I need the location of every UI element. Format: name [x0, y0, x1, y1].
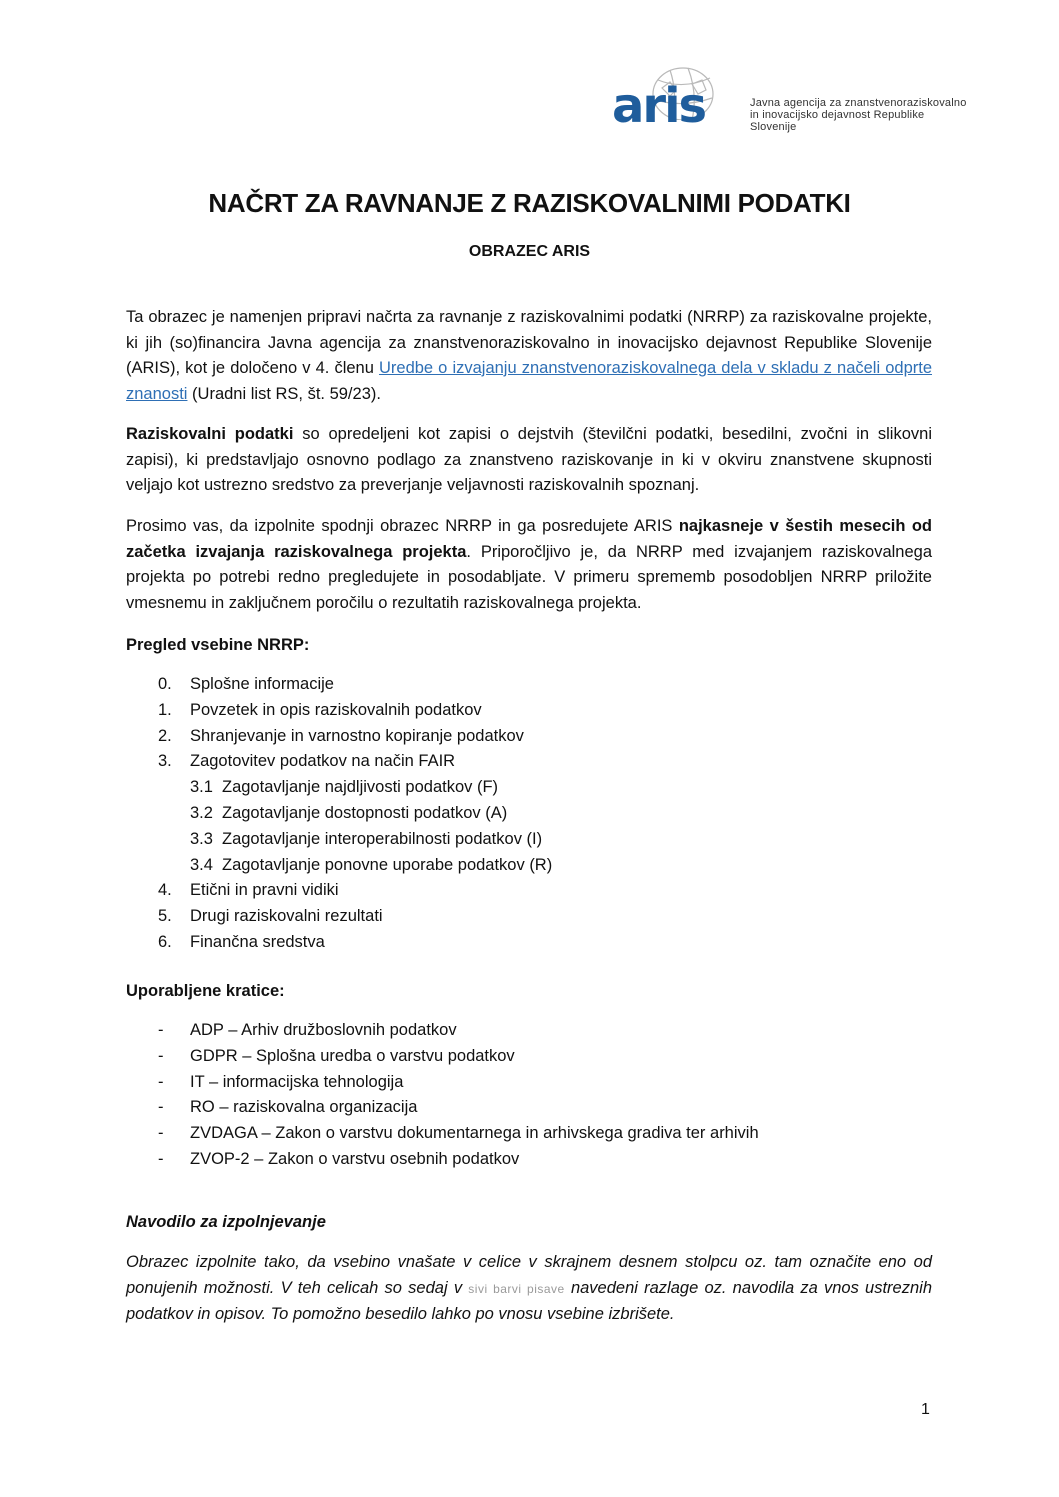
abbreviations-heading: Uporabljene kratice: [126, 982, 285, 1000]
toc-item [158, 672, 552, 698]
intro-paragraph [126, 305, 932, 407]
toc-item [158, 878, 552, 904]
toc-label: Drugi raziskovalni rezultati [190, 907, 383, 926]
toc-number: 1. [158, 700, 172, 719]
toc-label: Zagotavljanje dostopnosti podatkov (A) [222, 803, 508, 822]
request-text: Prosimo vas, da izpolnite spodnji obrazec NRRP in ga posredujete ARIS [126, 517, 679, 535]
toc-number: 3.1 [190, 778, 213, 797]
request-deadline: najkasneje v šestih mesecih od začetka izvajanja raziskovalnega projekta [126, 517, 932, 561]
request-paragraph [126, 514, 932, 616]
definition-text: so opredeljeni kot zapisi o dejstvih (številčni podatki, besedilni, zvočni in slikovni zapisi), ki predstavljajo osnovno podlago za znanstveno raziskovanje in ki v okviru znanstvene skupnosti veljajo kot ustrezno sredstvo za preverjanje veljavnosti raziskovalnih spoznanj. [126, 425, 932, 494]
toc-item [158, 749, 552, 775]
toc-label: Zagotavljanje interoperabilnosti podatkov (I) [222, 829, 543, 848]
instructions-paragraph [126, 1250, 932, 1328]
toc-item [158, 904, 552, 930]
toc-label: Zagotavljanje najdljivosti podatkov (F) [222, 778, 499, 797]
instructions-text-end: navedeni razlage oz. navodila za vnos ustreznih podatkov in opisov. To pomožno besedilo lahko po vnosu vsebine izbrišete. [126, 1278, 932, 1323]
abbreviation-item [158, 1147, 759, 1173]
toc-item [158, 930, 552, 956]
definition-term: Raziskovalni podatki [126, 425, 294, 443]
document-title: NAČRT ZA RAVNANJE Z RAZISKOVALNIMI PODATKI [208, 188, 851, 218]
toc-number: 4. [158, 881, 172, 900]
toc-label: Splošne informacije [190, 675, 334, 693]
toc-number: 5. [158, 907, 172, 926]
aris-logo [608, 60, 968, 134]
abbreviation-text: IT – informacijska tehnologija [190, 1072, 404, 1091]
toc-number: 0. [158, 675, 172, 693]
toc-heading: Pregled vsebine NRRP: [126, 636, 310, 654]
intro-text: Ta obrazec je namenjen pripravi načrta za ravnanje z raziskovalnimi podatki (NRRP) za raziskovalne projekte, ki jih (so)financira Javna agencija za znanstvenoraziskovalno in inovacijsko dejavnost Republike Slovenije (ARIS), kot je določeno v 4. členu [126, 308, 932, 377]
abbreviation-text: ADP – Arhiv družboslovnih podatkov [190, 1021, 457, 1039]
toc-label: Zagotavljanje ponovne uporabe podatkov (R) [222, 855, 553, 874]
toc-number: 2. [158, 726, 172, 745]
toc-label: Etični in pravni vidiki [190, 881, 339, 900]
toc-number: 3.4 [190, 855, 213, 874]
instructions-heading: Navodilo za izpolnjevanje [126, 1213, 326, 1231]
regulation-link[interactable]: Uredbe o izvajanju znanstvenoraziskovalnega dela v skladu z načeli odprte znanosti [126, 359, 932, 403]
page-number: 1 [921, 1401, 930, 1418]
abbreviation-item [158, 1044, 759, 1070]
dash-bullet: - [158, 1072, 164, 1091]
dash-bullet: - [158, 1124, 164, 1143]
definition-paragraph [126, 422, 932, 499]
document-subtitle: OBRAZEC ARIS [468, 243, 591, 260]
logo-wordmark: aris [612, 78, 706, 134]
toc-item [158, 698, 552, 724]
abbreviation-item [158, 1121, 759, 1147]
logo-subtitle-line1: Javna agencija za znanstvenoraziskovalno [750, 97, 967, 109]
grey-sample-text: sivi barvi pisave [468, 1281, 565, 1296]
abbreviation-text: ZVOP-2 – Zakon o varstvu osebnih podatkov [190, 1149, 520, 1168]
instructions-text: Obrazec izpolnite tako, da vsebino vnašate v celice v skrajnem desnem stolpcu oz. tam označite eno od ponujenih možnosti. V teh celicah so sedaj v [126, 1253, 932, 1297]
toc-item [158, 724, 552, 750]
abbreviation-text: ZVDAGA – Zakon o varstvu dokumentarnega in arhivskega gradiva ter arhivih [190, 1124, 759, 1143]
abbreviation-item [158, 1095, 759, 1121]
toc-number: 3.3 [190, 829, 213, 848]
toc-label: Zagotovitev podatkov na način FAIR [190, 752, 456, 771]
dash-bullet: - [158, 1098, 164, 1117]
dash-bullet: - [158, 1046, 164, 1065]
dash-bullet: - [158, 1149, 164, 1168]
request-text-end: . Priporočljivo je, da NRRP med izvajanjem raziskovalnega projekta po potrebi redno pregledujete in posodabljate. V primeru sprememb posodobljen NRRP priložite vmesnemu in zaključnem poročilu o rezultatih raziskovalnega projekta. [126, 542, 932, 612]
toc-subitem [158, 827, 552, 853]
toc-list [158, 672, 552, 956]
dash-bullet: - [158, 1021, 164, 1039]
abbreviation-text: GDPR – Splošna uredba o varstvu podatkov [190, 1046, 515, 1065]
intro-text-end: (Uradni list RS, št. 59/23). [187, 384, 381, 403]
abbreviation-text: RO – raziskovalna organizacija [190, 1098, 418, 1117]
toc-label: Povzetek in opis raziskovalnih podatkov [190, 700, 482, 719]
toc-subitem [158, 853, 552, 879]
logo-subtitle [750, 97, 968, 133]
toc-number: 3.2 [190, 803, 213, 822]
toc-subitem [158, 775, 552, 801]
abbreviation-item [158, 1018, 759, 1044]
toc-number: 3. [158, 752, 172, 771]
toc-subitem [158, 801, 552, 827]
abbreviations-list [158, 1018, 759, 1173]
logo-subtitle-line2: in inovacijsko dejavnost Republike Slovenije [750, 109, 925, 133]
abbreviation-item [158, 1070, 759, 1096]
toc-label: Finančna sredstva [190, 932, 325, 951]
toc-label: Shranjevanje in varnostno kopiranje podatkov [190, 726, 524, 745]
toc-number: 6. [158, 932, 172, 951]
